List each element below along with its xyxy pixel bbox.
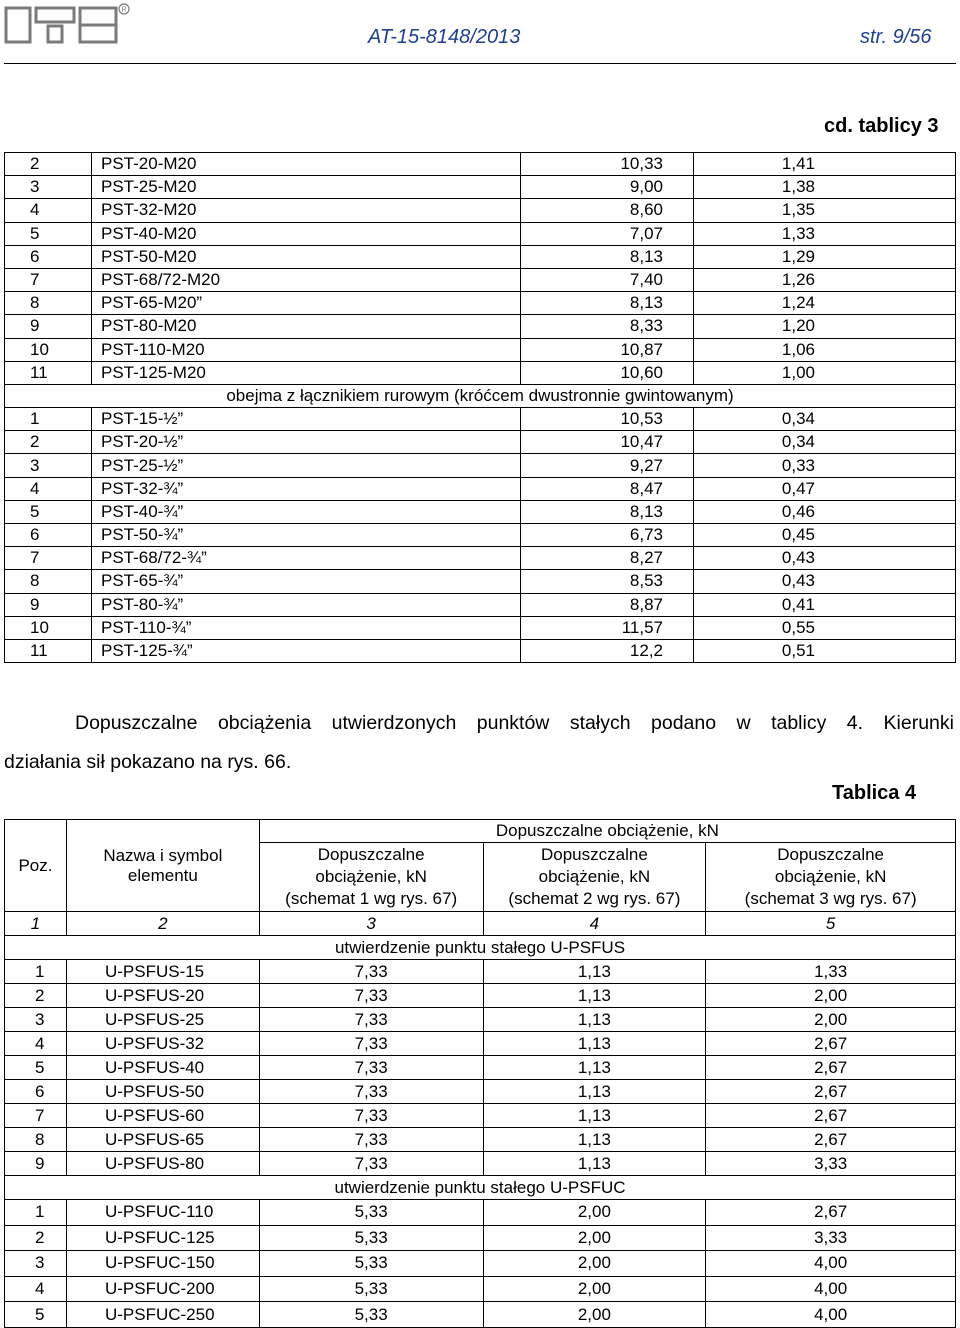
- table3-section-label: obejma z łącznikiem rurowym (króćcem dwustronnie gwintowanym): [5, 384, 956, 407]
- row-poz: 3: [5, 176, 92, 199]
- row-poz: 9: [5, 593, 92, 616]
- table-row: [5, 547, 956, 570]
- table-row: [5, 1152, 956, 1176]
- row-value-1: 7,33: [259, 1008, 483, 1032]
- table-row: [5, 639, 956, 662]
- row-name: PST-80-¾”: [92, 593, 521, 616]
- table-row: [5, 593, 956, 616]
- row-poz: 1: [5, 408, 92, 431]
- row-name: PST-65-M20”: [92, 292, 521, 315]
- row-value-1: 5,33: [259, 1251, 483, 1277]
- table-row: [5, 199, 956, 222]
- row-value-1: 7,33: [259, 1104, 483, 1128]
- row-value-3: 4,00: [706, 1251, 956, 1277]
- row-poz: 3: [5, 454, 92, 477]
- col-num: 2: [66, 912, 259, 936]
- row-name: PST-20-½”: [92, 431, 521, 454]
- row-name: PST-50-¾”: [92, 524, 521, 547]
- row-value-1: 7,40: [521, 268, 694, 291]
- header-name-line1: Nazwa i symbol: [103, 845, 223, 865]
- row-value-1: 7,33: [259, 1080, 483, 1104]
- sub2-line3: (schemat 2 wg rys. 67): [508, 889, 681, 908]
- row-value-1: 10,87: [521, 338, 694, 361]
- row-value-3: 4,00: [706, 1276, 956, 1302]
- table-row: [5, 1225, 956, 1251]
- row-poz: 1: [5, 960, 67, 984]
- row-value-2: 1,00: [694, 361, 956, 384]
- row-name: PST-50-M20: [92, 245, 521, 268]
- row-poz: 10: [5, 338, 92, 361]
- row-name: U-PSFUS-60: [66, 1104, 259, 1128]
- row-poz: 7: [5, 268, 92, 291]
- row-value-1: 9,27: [521, 454, 694, 477]
- row-name: PST-20-M20: [92, 153, 521, 176]
- row-value-2: 2,00: [483, 1251, 706, 1277]
- row-name: PST-110-M20: [92, 338, 521, 361]
- table-row: [5, 570, 956, 593]
- table4-section-b: utwierdzenie punktu stałego U-PSFUC: [5, 1176, 956, 1200]
- row-poz: 7: [5, 547, 92, 570]
- row-value-2: 1,13: [483, 1080, 706, 1104]
- row-name: U-PSFUS-20: [66, 984, 259, 1008]
- row-name: PST-80-M20: [92, 315, 521, 338]
- row-value-1: 10,33: [521, 153, 694, 176]
- row-poz: 6: [5, 245, 92, 268]
- table3: [4, 152, 956, 663]
- table-row: [5, 524, 956, 547]
- row-value-3: 4,00: [706, 1302, 956, 1328]
- row-value-2: 0,34: [694, 431, 956, 454]
- table-row: [5, 454, 956, 477]
- row-value-1: 8,33: [521, 315, 694, 338]
- row-name: U-PSFUS-50: [66, 1080, 259, 1104]
- row-poz: 1: [5, 1200, 67, 1226]
- row-value-1: 12,2: [521, 639, 694, 662]
- row-value-2: 0,45: [694, 524, 956, 547]
- row-value-3: 2,67: [706, 1200, 956, 1226]
- row-poz: 8: [5, 1128, 67, 1152]
- header-schemat-2: [483, 843, 706, 912]
- sub2-line2: obciążenie, kN: [538, 867, 651, 886]
- header-schemat-1: [259, 843, 483, 912]
- row-value-2: 2,00: [483, 1200, 706, 1226]
- row-poz: 3: [5, 1251, 67, 1277]
- header-divider: [4, 63, 956, 64]
- header-name: [66, 820, 259, 912]
- row-poz: 5: [5, 1302, 67, 1328]
- row-value-1: 7,33: [259, 1056, 483, 1080]
- row-poz: 2: [5, 431, 92, 454]
- row-poz: 9: [5, 1152, 67, 1176]
- table-row: [5, 1302, 956, 1328]
- row-value-2: 1,13: [483, 960, 706, 984]
- header-name-line2: elementu: [127, 865, 198, 885]
- sub3-line1: Dopuszczalne: [777, 845, 885, 864]
- table-row: [5, 268, 956, 291]
- body-paragraph: [4, 704, 954, 782]
- row-name: PST-25-M20: [92, 176, 521, 199]
- row-poz: 2: [5, 984, 67, 1008]
- row-value-2: 0,33: [694, 454, 956, 477]
- sub1-line3: (schemat 1 wg rys. 67): [285, 889, 458, 908]
- table-row: [5, 500, 956, 523]
- col-num: 5: [706, 912, 956, 936]
- row-value-1: 11,57: [521, 616, 694, 639]
- row-value-3: 2,67: [706, 1056, 956, 1080]
- row-name: U-PSFUS-65: [66, 1128, 259, 1152]
- row-value-1: 8,87: [521, 593, 694, 616]
- row-name: PST-125-M20: [92, 361, 521, 384]
- table-row: [5, 408, 956, 431]
- row-name: PST-32-M20: [92, 199, 521, 222]
- sub2-line1: Dopuszczalne: [541, 845, 648, 864]
- row-value-2: 0,51: [694, 639, 956, 662]
- row-poz: 2: [5, 1225, 67, 1251]
- row-value-3: 2,00: [706, 984, 956, 1008]
- row-name: PST-68/72-M20: [92, 268, 521, 291]
- row-name: PST-110-¾”: [92, 616, 521, 639]
- row-value-3: 3,33: [706, 1225, 956, 1251]
- table-row: [5, 1128, 956, 1152]
- table-row: [5, 315, 956, 338]
- table-row: [5, 176, 956, 199]
- table-row: [5, 1251, 956, 1277]
- row-name: U-PSFUS-25: [66, 1008, 259, 1032]
- row-value-1: 10,60: [521, 361, 694, 384]
- row-poz: 10: [5, 616, 92, 639]
- sub3-line3: (schemat 3 wg rys. 67): [744, 889, 917, 908]
- row-poz: 11: [5, 639, 92, 662]
- row-poz: 8: [5, 292, 92, 315]
- row-value-2: 1,20: [694, 315, 956, 338]
- table4-column-numbers: [5, 912, 956, 936]
- row-value-3: 2,67: [706, 1128, 956, 1152]
- table-row: [5, 616, 956, 639]
- row-name: U-PSFUS-80: [66, 1152, 259, 1176]
- row-poz: 4: [5, 199, 92, 222]
- row-value-1: 7,33: [259, 984, 483, 1008]
- row-value-1: 7,33: [259, 1032, 483, 1056]
- row-value-1: 9,00: [521, 176, 694, 199]
- row-value-1: 5,33: [259, 1225, 483, 1251]
- row-value-3: 2,67: [706, 1080, 956, 1104]
- row-value-2: 2,00: [483, 1276, 706, 1302]
- row-value-3: 2,67: [706, 1032, 956, 1056]
- header-schemat-3: [706, 843, 956, 912]
- row-value-2: 0,55: [694, 616, 956, 639]
- table4-section-row: [5, 1176, 956, 1200]
- row-value-2: 1,13: [483, 984, 706, 1008]
- table-row: [5, 1276, 956, 1302]
- row-value-1: 5,33: [259, 1276, 483, 1302]
- row-name: PST-40-M20: [92, 222, 521, 245]
- row-poz: 5: [5, 222, 92, 245]
- row-name: PST-32-¾”: [92, 477, 521, 500]
- row-value-1: 7,33: [259, 1152, 483, 1176]
- row-name: U-PSFUC-200: [66, 1276, 259, 1302]
- table-row: [5, 1032, 956, 1056]
- sub3-line2: obciążenie, kN: [774, 867, 887, 886]
- row-value-1: 8,13: [521, 500, 694, 523]
- row-poz: 11: [5, 361, 92, 384]
- table4: [4, 819, 956, 1328]
- row-value-1: 10,47: [521, 431, 694, 454]
- page-number: str. 9/56: [860, 26, 932, 48]
- row-name: U-PSFUS-40: [66, 1056, 259, 1080]
- row-value-2: 0,43: [694, 570, 956, 593]
- col-num: 4: [483, 912, 706, 936]
- row-value-2: 1,33: [694, 222, 956, 245]
- row-value-2: 1,13: [483, 1008, 706, 1032]
- row-value-2: 1,13: [483, 1128, 706, 1152]
- row-value-2: 1,24: [694, 292, 956, 315]
- row-poz: 4: [5, 1032, 67, 1056]
- row-value-2: 1,13: [483, 1032, 706, 1056]
- table-row: [5, 477, 956, 500]
- row-name: U-PSFUS-15: [66, 960, 259, 984]
- row-value-1: 8,60: [521, 199, 694, 222]
- row-poz: 6: [5, 524, 92, 547]
- row-name: U-PSFUC-125: [66, 1225, 259, 1251]
- row-name: U-PSFUC-150: [66, 1251, 259, 1277]
- document-id: AT-15-8148/2013: [368, 26, 521, 48]
- row-value-1: 8,47: [521, 477, 694, 500]
- table4-section-a: utwierdzenie punktu stałego U-PSFUS: [5, 936, 956, 960]
- row-value-3: 1,33: [706, 960, 956, 984]
- table-row: [5, 1056, 956, 1080]
- row-poz: 4: [5, 477, 92, 500]
- row-value-2: 0,43: [694, 547, 956, 570]
- row-value-1: 5,33: [259, 1302, 483, 1328]
- row-value-1: 5,33: [259, 1200, 483, 1226]
- row-value-2: 2,00: [483, 1302, 706, 1328]
- table-row: [5, 960, 956, 984]
- table-row: [5, 153, 956, 176]
- row-value-2: 0,46: [694, 500, 956, 523]
- itb-logo: [4, 2, 130, 44]
- row-name: PST-15-½”: [92, 408, 521, 431]
- sub1-line1: Dopuszczalne: [317, 845, 425, 864]
- sub1-line2: obciążenie, kN: [315, 867, 427, 886]
- row-value-1: 8,27: [521, 547, 694, 570]
- row-value-1: 8,53: [521, 570, 694, 593]
- table-row: [5, 361, 956, 384]
- table-row: [5, 1104, 956, 1128]
- row-value-2: 0,41: [694, 593, 956, 616]
- row-poz: 5: [5, 500, 92, 523]
- row-poz: 7: [5, 1104, 67, 1128]
- row-name: PST-40-¾”: [92, 500, 521, 523]
- table-row: [5, 245, 956, 268]
- row-value-2: 1,13: [483, 1152, 706, 1176]
- row-poz: 4: [5, 1276, 67, 1302]
- header-group: Dopuszczalne obciążenie, kN: [259, 820, 955, 843]
- row-value-1: 7,33: [259, 1128, 483, 1152]
- row-poz: 5: [5, 1056, 67, 1080]
- table3-section-row: [5, 384, 956, 407]
- row-name: PST-125-¾”: [92, 639, 521, 662]
- row-value-3: 2,00: [706, 1008, 956, 1032]
- row-value-2: 1,06: [694, 338, 956, 361]
- row-poz: 6: [5, 1080, 67, 1104]
- table-row: [5, 222, 956, 245]
- row-value-2: 1,13: [483, 1104, 706, 1128]
- row-value-3: 3,33: [706, 1152, 956, 1176]
- row-value-2: 0,34: [694, 408, 956, 431]
- table4-section-row: [5, 936, 956, 960]
- header-poz: Poz.: [5, 820, 67, 912]
- row-name: PST-68/72-¾”: [92, 547, 521, 570]
- row-value-1: 8,13: [521, 292, 694, 315]
- row-poz: 8: [5, 570, 92, 593]
- row-name: U-PSFUC-110: [66, 1200, 259, 1226]
- table-row: [5, 292, 956, 315]
- table4-caption: Tablica 4: [832, 782, 917, 804]
- table-row: [5, 1008, 956, 1032]
- row-value-2: 0,47: [694, 477, 956, 500]
- row-value-1: 7,33: [259, 960, 483, 984]
- row-value-1: 8,13: [521, 245, 694, 268]
- row-value-2: 1,35: [694, 199, 956, 222]
- table-row: [5, 338, 956, 361]
- row-name: U-PSFUS-32: [66, 1032, 259, 1056]
- row-value-2: 1,38: [694, 176, 956, 199]
- row-poz: 3: [5, 1008, 67, 1032]
- row-name: PST-25-½”: [92, 454, 521, 477]
- row-name: U-PSFUC-250: [66, 1302, 259, 1328]
- row-value-2: 1,26: [694, 268, 956, 291]
- table4-header-row: [5, 820, 956, 843]
- row-value-2: 1,41: [694, 153, 956, 176]
- row-value-2: 1,13: [483, 1056, 706, 1080]
- table-row: [5, 431, 956, 454]
- row-value-2: 2,00: [483, 1225, 706, 1251]
- table3-caption: cd. tablicy 3: [824, 115, 939, 137]
- table-row: [5, 1200, 956, 1226]
- svg-text:R: R: [121, 6, 127, 14]
- table-row: [5, 984, 956, 1008]
- table-row: [5, 1080, 956, 1104]
- row-value-2: 1,29: [694, 245, 956, 268]
- col-num: 1: [5, 912, 67, 936]
- paragraph-line-2: działania sił pokazano na rys. 66.: [4, 751, 292, 773]
- row-value-3: 2,67: [706, 1104, 956, 1128]
- row-name: PST-65-¾”: [92, 570, 521, 593]
- row-value-1: 6,73: [521, 524, 694, 547]
- paragraph-line-1: Dopuszczalne obciążenia utwierdzonych punktów stałych podano w tablicy 4. Kierunki: [75, 712, 954, 734]
- col-num: 3: [259, 912, 483, 936]
- row-poz: 9: [5, 315, 92, 338]
- row-poz: 2: [5, 153, 92, 176]
- row-value-1: 7,07: [521, 222, 694, 245]
- row-value-1: 10,53: [521, 408, 694, 431]
